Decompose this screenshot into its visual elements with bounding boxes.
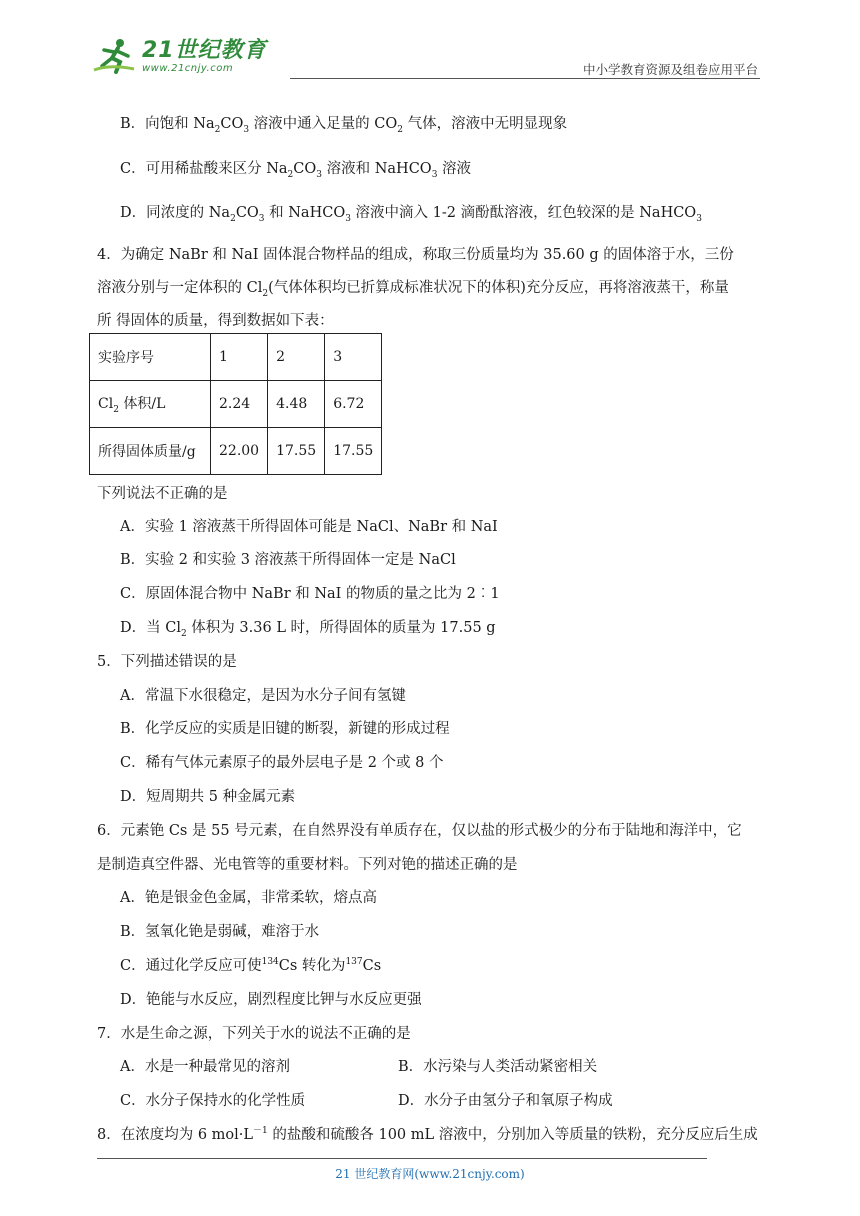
logo-url: www.21cnjy.com	[142, 62, 234, 74]
table-cell: 1	[211, 334, 268, 381]
table-cell: 实验序号	[90, 334, 211, 381]
q4-option-b: B．实验 2 和实验 3 溶液蒸干所得固体一定是 NaCl	[120, 552, 456, 568]
site-logo[interactable]	[90, 36, 267, 76]
q6-option-d: D．铯能与水反应，剧烈程度比钾与水反应更强	[120, 992, 422, 1008]
footer-divider	[97, 1158, 707, 1159]
q4-data-table	[89, 333, 382, 475]
table-cell: 所得固体质量/g	[90, 428, 211, 475]
q5-option-d: D．短周期共 5 种金属元素	[120, 789, 296, 805]
table-row	[90, 428, 382, 475]
q3-option-d: D．同浓度的 $Na_2CO_3$ 和 NaHCO$_3$ 溶液中滴入 1-2 滴酚酞溶液，红色较深的是 NaHCO$_3$	[120, 205, 702, 224]
q5-option-b: B．化学反应的实质是旧键的断裂，新键的形成过程	[120, 721, 450, 737]
q4-stem-line1: 4．为确定 NaBr 和 NaI 固体混合物样品的组成，称取三份质量均为 35.60 g 的固体溶于水，三份	[97, 247, 734, 263]
q6-stem-line2: 是制造真空件器、光电管等的重要材料。下列对铯的描述正确的是	[97, 857, 518, 873]
q3-option-c: C．可用稀盐酸来区分 $Na_2CO_3$ 溶液和 NaHCO$_3$ 溶液	[120, 161, 472, 180]
q7-option-a: A．水是一种最常见的溶剂	[120, 1059, 290, 1075]
table-cell: $Cl_2$ 体积/L	[90, 381, 211, 428]
q4-option-d: D．当 $Cl_2$ 体积为 3.36 L 时，所得固体的质量为 17.55 g	[120, 620, 496, 639]
page-header	[90, 36, 760, 80]
platform-name: 中小学教育资源及组卷应用平台	[582, 62, 758, 77]
q6-option-c: C．通过化学反应可使$^{134}$Cs 转化为$^{137}$Cs	[120, 957, 382, 974]
table-cell: 17.55	[268, 428, 325, 475]
running-figure-icon	[90, 36, 140, 76]
q7-stem: 7．水是生命之源，下列关于水的说法不正确的是	[97, 1026, 411, 1042]
table-cell: 6.72	[325, 381, 382, 428]
q3-option-b: B．向饱和 $Na_2CO_3$ 溶液中通入足量的 $CO_2$ 气体，溶液中无明显现象	[120, 116, 568, 135]
table-cell: 2.24	[211, 381, 268, 428]
table-cell: 2	[268, 334, 325, 381]
q8-stem: 8．在浓度均为 6 $mol\cdot L^{-1}$ 的盐酸和硫酸各 100 mL 溶液中，分别加入等质量的铁粉，充分反应后生成	[97, 1126, 758, 1143]
q4-stem-line3: 所 得固体的质量，得到数据如下表：	[97, 313, 334, 329]
table-cell: 17.55	[325, 428, 382, 475]
q6-option-b: B．氢氧化铯是弱碱，难溶于水	[120, 924, 320, 940]
q5-stem: 5．下列描述错误的是	[97, 654, 237, 670]
table-cell: 22.00	[211, 428, 268, 475]
q4-prompt: 下列说法不正确的是	[97, 486, 228, 502]
table-row	[90, 381, 382, 428]
logo-title: 21世纪教育	[142, 37, 267, 63]
q6-stem-line1: 6．元素铯 Cs 是 55 号元素，在自然界没有单质存在，仅以盐的形式极少的分布于陆地和海洋中，它	[97, 823, 742, 839]
q5-option-a: A．常温下水很稳定，是因为水分子间有氢键	[120, 688, 406, 704]
table-row	[90, 334, 382, 381]
q6-option-a: A．铯是银金色金属，非常柔软，熔点高	[120, 890, 377, 906]
q4-option-c: C．原固体混合物中 NaBr 和 NaI 的物质的量之比为 2︰1	[120, 586, 500, 602]
q5-option-c: C．稀有气体元素原子的最外层电子是 2 个或 8 个	[120, 755, 444, 771]
footer-link[interactable]: 21 世纪教育网(www.21cnjy.com)	[335, 1167, 525, 1181]
q7-option-c: C．水分子保持水的化学性质	[120, 1093, 306, 1109]
q7-option-b: B．水污染与人类活动紧密相关	[398, 1059, 598, 1075]
header-divider	[290, 78, 760, 79]
table-cell: 4.48	[268, 381, 325, 428]
q4-stem-line2: 溶液分别与一定体积的 $Cl_2$(气体体积均已折算成标准状况下的体积)充分反应，再将溶液蒸干，称量	[97, 280, 729, 299]
table-cell: 3	[325, 334, 382, 381]
q7-option-d: D．水分子由氢分子和氧原子构成	[398, 1093, 613, 1109]
q4-option-a: A．实验 1 溶液蒸干所得固体可能是 NaCl、NaBr 和 NaI	[120, 519, 498, 535]
